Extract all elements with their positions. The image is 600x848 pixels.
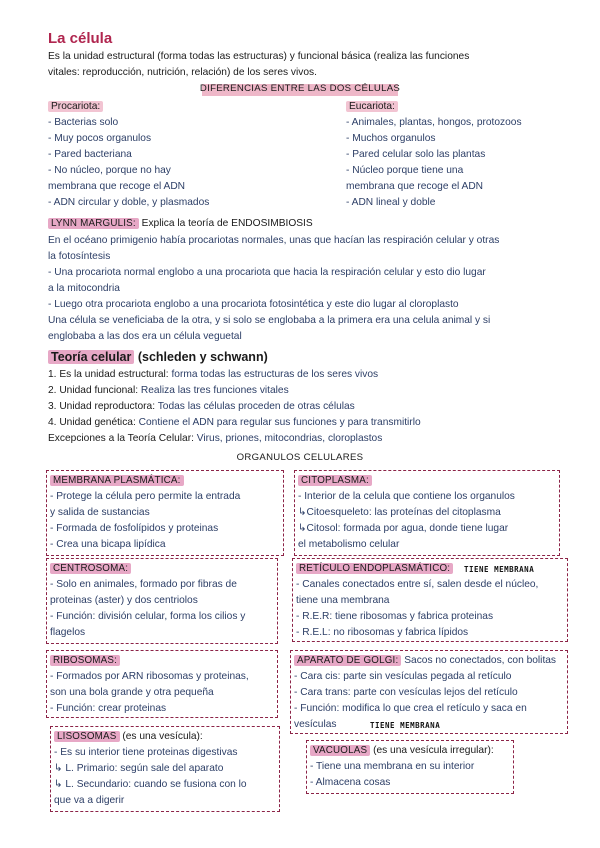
membrana-line: - Protege la célula pero permite la entrada (50, 491, 241, 502)
membrana-line: y salida de sustancias (50, 507, 150, 518)
margulis-line: a la mitocondria (48, 283, 120, 294)
ribosomas-line: - Función: crear proteinas (50, 703, 167, 714)
lisosomas-line: - Es su interior tiene proteinas digestivas (54, 747, 238, 758)
cell-theory-title: Teoría celular (48, 350, 134, 364)
prokaryote-line: - ADN circular y doble, y plasmados (48, 197, 210, 208)
reticulo-line: - Canales conectados entre sí, salen desde el núcleo, (296, 579, 539, 590)
golgi-line: - Función: modifica lo que crea el retículo y saca en (294, 703, 527, 714)
eukaryote-line: - ADN lineal y doble (346, 197, 436, 208)
lisosomas-title: LISOSOMAS (es una vesícula): (54, 730, 203, 743)
cell-theory-authors: (schleden y schwann) (137, 350, 268, 364)
reticulo-line: - R.E.R: tiene ribosomas y fabrica proteinas (296, 611, 494, 622)
membrana-line: - Crea una bicapa lipídica (50, 539, 166, 550)
citoplasma-line: el metabolismo celular (298, 539, 400, 550)
reticulo-title: RETÍCULO ENDOPLASMÁTICO: (296, 562, 453, 575)
lisosomas-line: ↳ L. Primario: según sale del aparato (54, 763, 224, 774)
prokaryote-label: Procariota: (48, 100, 103, 113)
cell-theory-item: 4. Unidad genética: Contiene el ADN para regular sus funciones y para transmitirlo (48, 417, 421, 428)
margulis-line: - Una procariota normal englobo a una procariota que hacia la respiración celular y esto dio lugar (48, 267, 486, 278)
golgi-line: - Cara trans: parte con vesículas lejos del retículo (294, 687, 518, 698)
cell-theory-heading (48, 350, 268, 364)
margulis-heading-text: Explica la teoría de ENDOSIMBIOSIS (141, 218, 313, 229)
eukaryote-line: - Muchos organulos (346, 133, 436, 144)
membrana-title: MEMBRANA PLASMÁTICA: (50, 474, 184, 487)
organelles-header: ORGANULOS CELULARES (236, 452, 364, 463)
page-title: La célula (48, 30, 113, 47)
cell-theory-item: 2. Unidad funcional: Realiza las tres funciones vitales (48, 385, 289, 396)
cell-theory-item: 1. Es la unidad estructural: forma todas las estructuras de los seres vivos (48, 369, 379, 380)
differences-header: DIFERENCIAS ENTRE LAS DOS CÉLULAS (199, 83, 401, 94)
golgi-line: - Cara cis: parte sin vesículas pegada al retículo (294, 671, 512, 682)
reticulo-line: tiene una membrana (296, 595, 390, 606)
centrosoma-line: proteinas (aster) y dos centriolos (50, 595, 198, 606)
reticulo-membrane-stamp: TIENE MEMBRANA (464, 565, 535, 574)
margulis-name: LYNN MARGULIS: (48, 218, 139, 229)
eukaryote-line: - Animales, plantas, hongos, protozoos (346, 117, 522, 128)
margulis-line: En el océano primigenio había procariotas normales, unas que hacían las respiración celular y otras (48, 235, 500, 246)
ribosomas-title: RIBOSOMAS: (50, 654, 120, 667)
centrosoma-line: - Función: división celular, forma los cilios y (50, 611, 246, 622)
lisosomas-line: que va a digerir (54, 795, 125, 806)
margulis-heading (48, 217, 313, 230)
cell-theory-item: Excepciones a la Teoría Celular: Virus, priones, mitocondrias, cloroplastos (48, 433, 383, 444)
cell-theory-item: 3. Unidad reproductora: Todas las células proceden de otras células (48, 401, 355, 412)
ribosomas-line: - Formados por ARN ribosomas y proteinas, (50, 671, 249, 682)
citoplasma-line: - Interior de la celula que contiene los organulos (298, 491, 515, 502)
vacuolas-title: VACUOLAS (es una vesícula irregular): (310, 744, 494, 757)
prokaryote-line: membrana que recoge el ADN (48, 181, 186, 192)
centrosoma-title: CENTROSOMA: (50, 562, 131, 575)
citoplasma-title: CITOPLASMA: (298, 474, 372, 487)
vacuolas-line: - Tiene una membrana en su interior (310, 761, 475, 772)
reticulo-line: - R.E.L: no ribosomas y fabrica lípidos (296, 627, 469, 638)
citoplasma-line: ↳Citosol: formada por agua, donde tiene lugar (298, 523, 509, 534)
margulis-line: Una célula se veneficiaba de la otra, y si solo se englobaba a la primera era una celula animal y si (48, 315, 491, 326)
centrosoma-line: - Solo en animales, formado por fibras de (50, 579, 237, 590)
margulis-line: la fotosíntesis (48, 251, 111, 262)
eukaryote-line: membrana que recoge el ADN (346, 181, 484, 192)
centrosoma-line: flagelos (50, 627, 86, 638)
prokaryote-line: - Bacterias solo (48, 117, 119, 128)
eukaryote-line: - Pared celular solo las plantas (346, 149, 486, 160)
membrana-line: - Formada de fosfolípidos y proteinas (50, 523, 219, 534)
intro-line-2: vitales: reproducción, nutrición, relación) de los seres vivos. (48, 67, 317, 78)
vacuolas-line: - Almacena cosas (310, 777, 391, 788)
prokaryote-line: - No núcleo, porque no hay (48, 165, 171, 176)
eukaryote-line: - Núcleo porque tiene una (346, 165, 464, 176)
margulis-line: - Luego otra procariota englobo a una procariota fotosintética y este dio lugar al cloroplasto (48, 299, 459, 310)
prokaryote-line: - Pared bacteriana (48, 149, 132, 160)
margulis-line: englobaba a las dos era un célula veguetal (48, 331, 242, 342)
lisosomas-line: ↳ L. Secundario: cuando se fusiona con lo (54, 779, 247, 790)
citoplasma-line: ↳Citoesqueleto: las proteínas del citoplasma (298, 507, 501, 518)
intro-line-1: Es la unidad estructural (forma todas las estructuras) y funcional básica (realiza las funciones (48, 51, 470, 62)
golgi-membrane-stamp: TIENE MEMBRANA (370, 721, 441, 730)
golgi-line: vesículas (294, 719, 337, 730)
prokaryote-line: - Muy pocos organulos (48, 133, 152, 144)
ribosomas-line: son una bola grande y otra pequeña (50, 687, 214, 698)
eukaryote-label: Eucariota: (346, 100, 398, 113)
golgi-title: APARATO DE GOLGI: Sacos no conectados, con bolitas (294, 654, 556, 667)
